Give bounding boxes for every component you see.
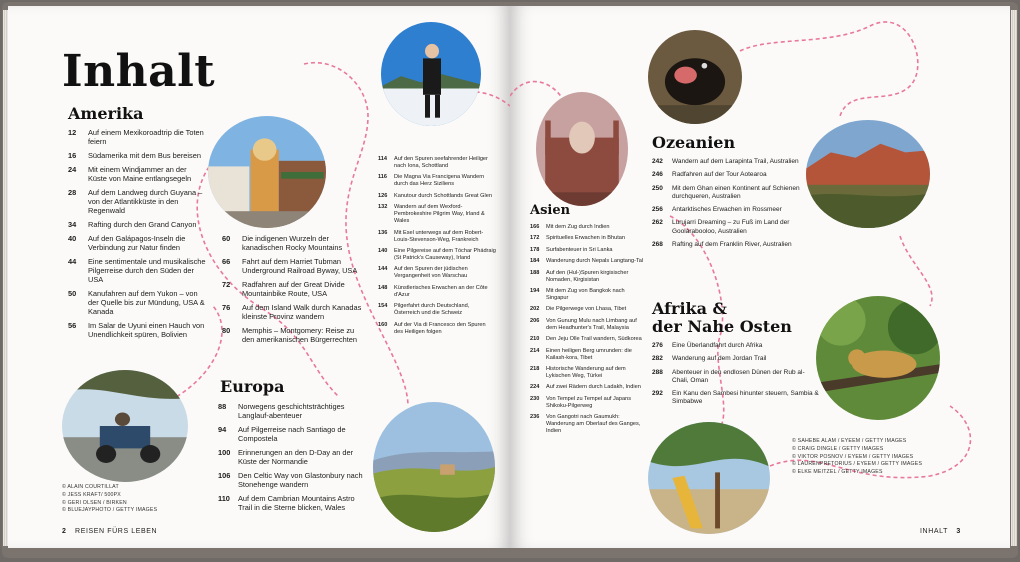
toc-entry-title: Auf den (Hul-)Spuren kirgisischer Nomaden, Kirgisistan — [546, 269, 629, 283]
toc-entry — [530, 348, 645, 362]
toc-entry — [222, 257, 364, 275]
running-title-right: INHALT — [920, 528, 948, 535]
photo-canoe-on-shore — [648, 422, 770, 534]
asien-list — [530, 224, 645, 439]
toc-entry-title: Den Jeju Olle Trail wandern, Südkorea — [546, 336, 642, 343]
toc-page-number: 188 — [530, 269, 540, 276]
toc-entry-title: Memphis – Montgomery: Reise zu den amerikanischen Bürgerrechten — [242, 326, 358, 345]
toc-entry — [378, 303, 496, 317]
left-page — [8, 6, 510, 548]
photo-credit-line: © ELKE MEITZEL / GETTY IMAGES — [792, 469, 883, 476]
toc-entry — [652, 241, 802, 249]
toc-page-number: 56 — [68, 321, 77, 331]
photo-colonial-town — [208, 116, 326, 228]
toc-entry-title: Auf einem Mexikoroadtrip die Toten feiern — [88, 128, 204, 147]
toc-entry-title: Rafting auf dem Franklin River, Australien — [672, 241, 792, 249]
toc-page-number: 178 — [530, 246, 540, 253]
toc-entry — [378, 174, 496, 188]
toc-page-number: 40 — [68, 233, 77, 243]
toc-entry-title: Den Celtic Way von Glastonbury nach Stonehenge wandern — [238, 471, 363, 490]
toc-entry — [218, 471, 368, 489]
toc-entry-title: Abenteuer in den endlosen Dünen der Rub al-Chali, Oman — [672, 368, 805, 384]
toc-entry — [652, 369, 820, 386]
toc-entry-title: Von Gangotri nach Gaumukh: Wanderung am Oberlauf des Ganges, Indien — [546, 414, 641, 435]
toc-page-number: 202 — [530, 306, 540, 313]
toc-page-number: 160 — [378, 321, 388, 328]
toc-entry — [218, 494, 368, 512]
toc-entry — [222, 280, 364, 298]
toc-entry — [530, 318, 645, 332]
toc-page-number: 246 — [652, 171, 663, 179]
toc-page-number: 60 — [222, 234, 231, 243]
toc-entry — [378, 156, 496, 170]
toc-entry-title: Im Salar de Uyuni einen Hauch von Unendlichkeit spüren, Bolivien — [88, 321, 205, 340]
toc-page-number: 148 — [378, 284, 388, 291]
toc-entry-title: Fahrt auf dem Harriet Tubman Underground Railroad Byway, USA — [242, 257, 358, 276]
toc-entry-title: Surfabenteuer in Sri Lanka — [546, 246, 613, 253]
toc-entry — [68, 128, 206, 146]
section-heading-asien: Asien — [530, 203, 571, 218]
page-number-right: 3 — [956, 528, 961, 535]
footer-right — [920, 528, 961, 535]
toc-entry-title: Auf der Via di Francesco den Spuren des Heiligen folgen — [394, 321, 486, 335]
toc-entry-title: Ein Kanu den Sambesi hinunter steuern, Sambia & Simbabwe — [672, 390, 819, 406]
toc-entry — [378, 285, 496, 299]
toc-entry-title: Auf den Spuren seefahrender Heiliger nach Iona, Schottland — [394, 156, 488, 169]
toc-entry-title: Kanufahren auf dem Yukon – von der Quelle bis zur Mündung, USA & Kanada — [88, 289, 205, 317]
toc-entry-title: Die Magna Via Francigena Wandern durch das Herz Siziliens — [394, 174, 485, 188]
toc-page-number: 292 — [652, 390, 663, 398]
toc-page-number: 172 — [530, 235, 540, 242]
toc-page-number: 214 — [530, 347, 540, 354]
toc-entry-title: Die Pilgerwege von Lhasa, Tibet — [546, 306, 627, 313]
section-heading-amerika: Amerika — [68, 104, 144, 123]
toc-entry — [652, 171, 802, 179]
toc-entry-title: Eine Überlandfahrt durch Afrika — [672, 342, 763, 349]
toc-entry — [652, 185, 802, 202]
photo-credit-line: © SAHEBE ALAM / EYEEM / GETTY IMAGES — [792, 438, 907, 444]
toc-entry — [68, 220, 206, 229]
toc-entry-title: Südamerika mit dem Bus bereisen — [88, 151, 201, 160]
toc-page-number: 140 — [378, 247, 388, 254]
toc-page-number: 256 — [652, 206, 663, 214]
amerika-list-1 — [68, 128, 206, 344]
photo-indian-mosque — [536, 92, 628, 206]
toc-page-number: 288 — [652, 368, 663, 376]
toc-page-number: 184 — [530, 258, 540, 265]
toc-entry — [530, 396, 645, 410]
toc-entry — [378, 204, 496, 225]
toc-entry — [652, 355, 820, 363]
toc-entry-title: Mit einem Windjammer an der Küste von Maine entlangsegeln — [88, 164, 192, 183]
section-heading-europa: Europa — [220, 377, 285, 396]
toc-entry — [218, 448, 368, 466]
toc-page-number: 110 — [218, 494, 230, 503]
toc-entry-title: Künstlerisches Erwachen an der Côte d'Azur — [394, 284, 488, 298]
toc-entry — [222, 326, 364, 344]
afrika-heading-line2: der Nahe Osten — [652, 317, 792, 336]
toc-entry — [530, 224, 645, 231]
toc-page-number: 44 — [68, 256, 77, 266]
page-number-left: 2 — [62, 528, 67, 535]
toc-entry — [530, 306, 645, 313]
toc-page-number: 88 — [218, 402, 227, 411]
toc-page-number: 206 — [530, 317, 540, 324]
toc-entry — [378, 322, 496, 336]
toc-page-number: 154 — [378, 303, 388, 310]
toc-entry — [530, 270, 645, 284]
toc-entry-title: Auf den Galápagos-Inseln die Verbindung zur Natur finden — [88, 233, 186, 252]
toc-page-number: 144 — [378, 266, 388, 273]
europa-list-1 — [218, 402, 368, 517]
toc-entry — [68, 188, 206, 216]
toc-entry — [652, 342, 820, 350]
photo-credits-left — [62, 484, 157, 515]
toc-entry — [530, 384, 645, 391]
amerika-list-2 — [222, 234, 364, 349]
toc-page-number: 76 — [222, 303, 231, 312]
afrika-heading-line1: Afrika & — [652, 299, 727, 318]
ozeanien-list — [652, 158, 802, 254]
photo-leopard-in-tree — [816, 296, 940, 420]
toc-entry — [652, 219, 802, 236]
afrika-list — [652, 342, 820, 412]
toc-page-number: 242 — [652, 158, 663, 165]
toc-entry — [530, 258, 645, 265]
toc-entry-title: Eine Pilgereise auf dem Tóchar Phádraig (St Patrick's Causeway), Irland — [394, 247, 496, 261]
toc-page-number: 194 — [530, 287, 540, 294]
photo-cross-country-skier — [381, 22, 481, 126]
photo-credit-line: © LAURENPRETORIUS / EYEEM / GETTY IMAGES — [792, 461, 923, 468]
toc-entry-title: Mit dem Zug durch Indien — [546, 224, 610, 230]
toc-entry-title: Pilgerfahrt durch Deutschland, Österreich und die Schweiz — [394, 303, 470, 317]
toc-entry-title: Auf Pilgerreise nach Santiago de Compostela — [238, 425, 346, 444]
toc-page-number: 50 — [68, 289, 77, 298]
toc-entry — [68, 321, 206, 339]
toc-entry — [378, 193, 496, 200]
toc-entry — [530, 414, 645, 435]
toc-entry-title: Auf den Spuren der jüdischen Vergangenheit von Warschau — [394, 266, 468, 280]
toc-entry-title: Rafting durch den Grand Canyon — [88, 220, 197, 229]
photo-tuscan-hills — [373, 402, 495, 532]
toc-entry — [530, 235, 645, 242]
toc-page-number: 268 — [652, 241, 663, 249]
toc-page-number: 210 — [530, 336, 540, 343]
running-title-left: REISEN FÜRS LEBEN — [75, 528, 158, 535]
toc-entry-title: Auf dem Landweg durch Guyana – von der Atlantikküste in den Regenwald — [88, 187, 203, 216]
toc-entry — [530, 366, 645, 380]
toc-entry — [68, 257, 206, 285]
toc-entry-title: Wanderung durch Nepals Langtang-Tal — [546, 258, 644, 265]
toc-entry-title: Auf zwei Rädern durch Ladakh, Indien — [546, 384, 641, 391]
toc-page-number: 12 — [68, 128, 77, 137]
toc-entry-title: Lurujarri Dreaming – zu Fuß im Land der Goolarabooloo, Australien — [672, 219, 790, 235]
toc-entry — [378, 266, 496, 280]
toc-entry-title: Wanderung auf dem Jordan Trail — [672, 355, 767, 363]
toc-entry — [68, 234, 206, 252]
toc-entry — [652, 390, 820, 407]
toc-entry — [652, 158, 802, 166]
photo-tasmanian-devil — [648, 30, 742, 124]
page-title: Inhalt — [62, 46, 216, 97]
toc-page-number: 282 — [652, 355, 663, 363]
toc-entry-title: Einen heiligen Berg umrunden: die Kailash-kora, Tibet — [546, 347, 632, 361]
toc-entry — [218, 402, 368, 420]
toc-page-number: 66 — [222, 257, 231, 266]
section-heading-ozeanien: Ozeanien — [652, 133, 736, 152]
toc-entry — [222, 234, 364, 252]
toc-page-number: 116 — [378, 174, 388, 181]
toc-page-number: 236 — [530, 414, 540, 421]
toc-entry — [378, 248, 496, 262]
toc-page-number: 16 — [68, 151, 77, 160]
toc-page-number: 106 — [218, 471, 231, 480]
toc-entry-title: Auf dem Island Walk durch Kanadas kleinste Provinz wandern — [242, 303, 362, 322]
toc-page-number: 136 — [378, 229, 388, 236]
toc-entry — [652, 206, 802, 214]
toc-entry — [378, 230, 496, 244]
toc-entry-title: Kanutour durch Schottlands Great Glen — [394, 192, 492, 199]
photo-credit-line: © CRAIG DINGLE / GETTY IMAGES — [792, 445, 884, 452]
toc-entry-title: Von Gunung Mulu nach Limbang auf dem Headhunter's Trail, Malaysia — [546, 317, 637, 331]
toc-page-number: 132 — [378, 204, 388, 211]
photo-credit-line: © BLUEJAYPHOTO / GETTY IMAGES — [62, 507, 158, 514]
toc-entry-title: Auf dem Cambrian Mountains Astro Trail in die Sterne blicken, Wales — [238, 494, 355, 513]
toc-entry-title: Norwegens geschichtsträchtiges Langlauf-abenteuer — [238, 402, 345, 421]
toc-page-number: 276 — [652, 342, 663, 349]
photo-credits-right — [792, 438, 922, 477]
toc-page-number: 24 — [68, 164, 77, 174]
toc-entry-title: Radfahren auf der Tour Aotearoa — [672, 171, 767, 179]
toc-page-number: 262 — [652, 219, 663, 227]
toc-page-number: 100 — [218, 448, 231, 457]
photo-credit-line: © ALAIN COURTILLAT — [62, 484, 119, 490]
photo-credit-line: © GERI OLSEN / BIRKEN — [62, 499, 127, 506]
toc-entry-title: Die indigenen Wurzeln der kanadischen Rocky Mountains — [242, 234, 343, 253]
photo-credit-line: © VIKTOR POSNOV / EYEEM / GETTY IMAGES — [792, 453, 914, 460]
toc-page-number: 224 — [530, 384, 540, 391]
toc-entry — [222, 303, 364, 321]
toc-entry-title: Spirituelles Erwachen in Bhutan — [546, 235, 625, 242]
toc-entry — [530, 247, 645, 254]
right-page — [510, 6, 1010, 548]
photo-outback-ridge — [806, 120, 930, 228]
toc-entry-title: Wandern auf dem Wexford-Pembrokeshire Pilgrim Way, Irland & Wales — [394, 204, 485, 225]
toc-entry-title: Mit dem Zug von Bangkok nach Singapur — [546, 287, 625, 301]
toc-entry-title: Mit dem Ghan einen Kontinent auf Schienen durchqueren, Australien — [672, 184, 800, 200]
toc-page-number: 80 — [222, 326, 231, 335]
toc-page-number: 250 — [652, 184, 663, 192]
section-heading-afrika — [652, 300, 792, 336]
toc-entry-title: Erinnerungen an den D-Day an der Küste der Normandie — [238, 448, 354, 467]
toc-entry — [68, 165, 206, 183]
toc-entry — [530, 336, 645, 343]
toc-entry-title: Von Tempel zu Tempel auf Japans Shikoku-Pilgerweg — [546, 395, 631, 409]
toc-entry-title: Radfahren auf der Great Divide Mountainbike Route, USA — [242, 280, 345, 299]
toc-page-number: 34 — [68, 220, 77, 229]
toc-entry — [530, 288, 645, 302]
photo-motorcycle-sidecar — [62, 370, 188, 482]
toc-page-number: 126 — [378, 192, 388, 199]
toc-entry — [68, 289, 206, 317]
toc-page-number: 166 — [530, 224, 540, 230]
toc-page-number: 230 — [530, 395, 540, 402]
toc-page-number: 28 — [68, 187, 77, 197]
toc-entry-title: Antarktisches Erwachen im Rossmeer — [672, 206, 782, 214]
footer-left — [62, 528, 157, 535]
europa-list-2 — [378, 156, 496, 340]
toc-entry — [218, 425, 368, 443]
toc-page-number: 72 — [222, 280, 231, 289]
photo-credit-line: © JESS KRAFT/ 500PX — [62, 491, 121, 498]
toc-entry-title: Historische Wanderung auf dem Lykischen Weg, Türkei — [546, 365, 626, 379]
toc-page-number: 94 — [218, 425, 227, 434]
toc-entry-title: Eine sentimentale und musikalische Pilgerreise durch den Süden der USA — [88, 256, 206, 285]
page-edges-right — [1011, 10, 1017, 546]
toc-page-number: 218 — [530, 365, 540, 372]
toc-entry — [68, 151, 206, 160]
toc-entry-title: Wandern auf dem Larapinta Trail, Australien — [672, 158, 799, 165]
toc-page-number: 114 — [378, 156, 388, 162]
toc-entry-title: Mit Esel unterwegs auf dem Robert-Louis-Stevenson-Weg, Frankreich — [394, 229, 484, 243]
